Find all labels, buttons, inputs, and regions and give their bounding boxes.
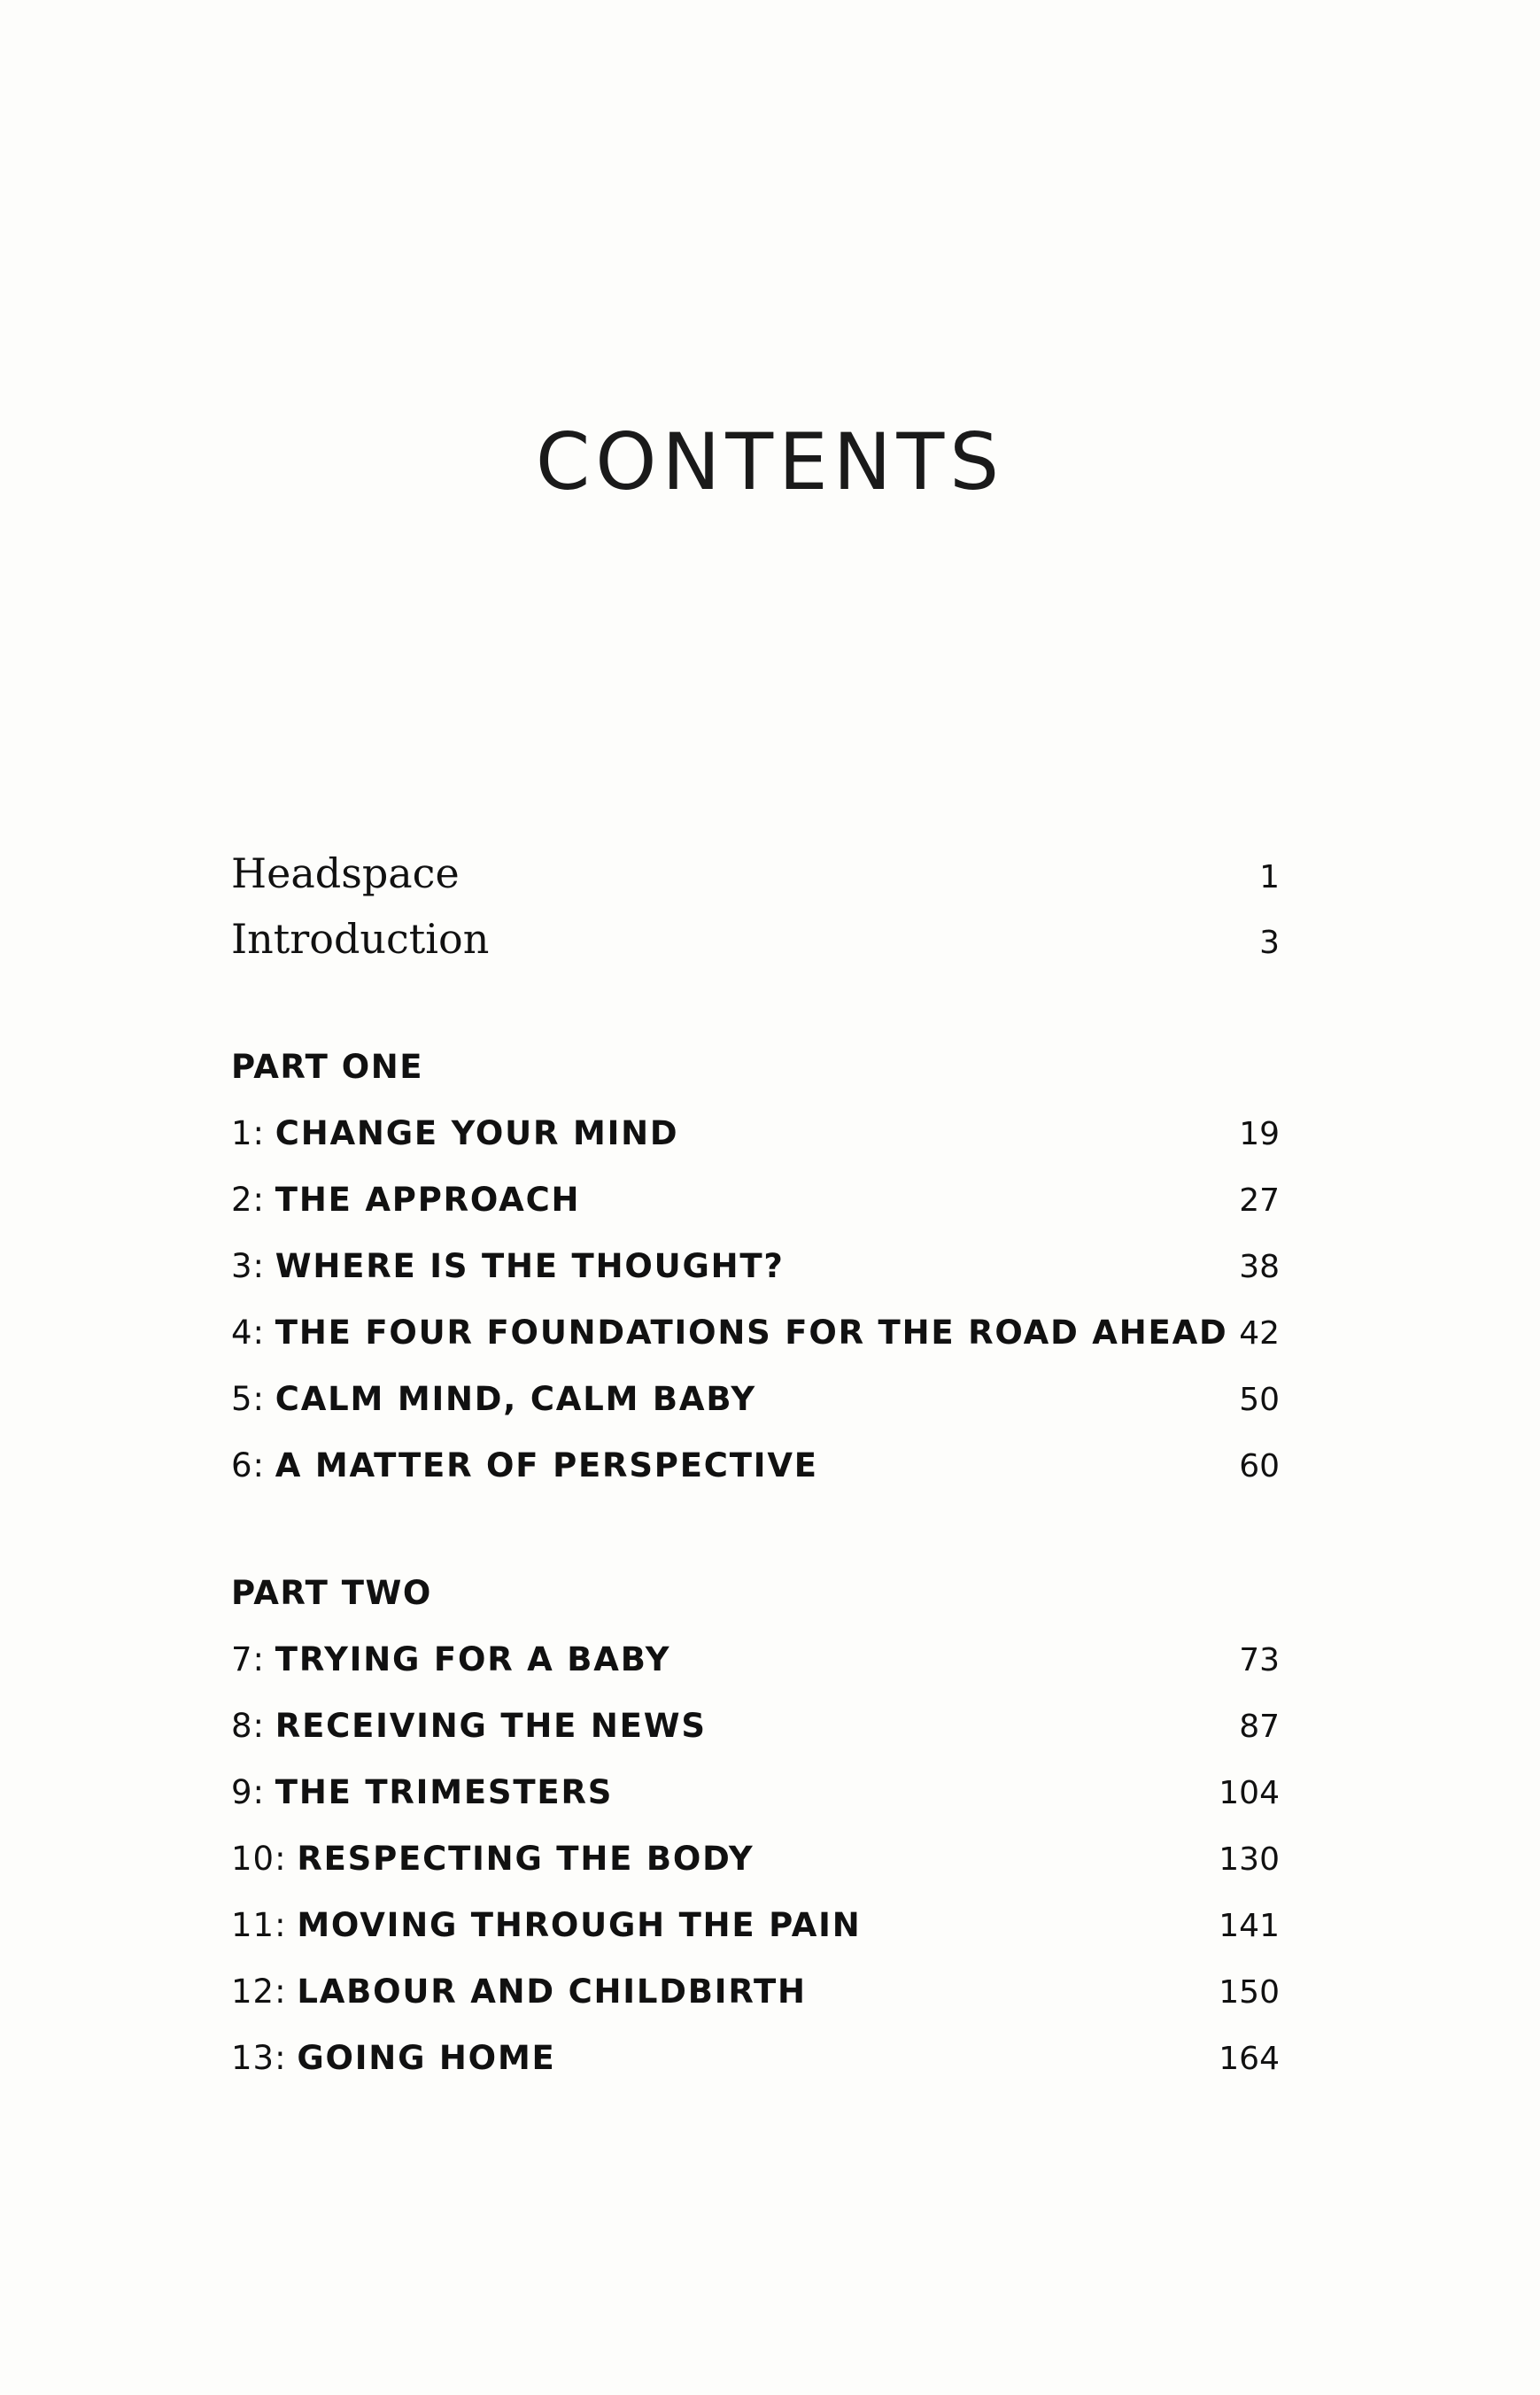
toc-entry-headspace[interactable]	[231, 847, 1280, 900]
entry-page-number: 130	[1219, 1841, 1280, 1878]
toc-entry-chapter-7[interactable]	[231, 1638, 1280, 1682]
entry-page-number: 42	[1239, 1315, 1280, 1352]
chapter-number: 9:	[231, 1773, 266, 1811]
toc-entry-chapter-12[interactable]	[231, 1970, 1280, 2014]
chapter-title: RECEIVING THE NEWS	[275, 1707, 707, 1745]
toc-entry-chapter-8[interactable]	[231, 1704, 1280, 1748]
chapter-number: 6:	[231, 1446, 266, 1484]
chapter-number: 1:	[231, 1114, 266, 1152]
toc-entry-chapter-10[interactable]	[231, 1837, 1280, 1881]
toc-entry-chapter-13[interactable]	[231, 2036, 1280, 2081]
chapter-number: 3:	[231, 1247, 266, 1285]
chapter-number: 13:	[231, 2039, 287, 2077]
part-heading-two: PART TWO	[231, 1574, 432, 1612]
toc-entry-chapter-3[interactable]	[231, 1244, 1280, 1289]
entry-page-number: 60	[1239, 1448, 1280, 1484]
chapter-number: 10:	[231, 1840, 287, 1878]
toc-entry-chapter-1[interactable]	[231, 1112, 1280, 1156]
entry-page-number: 19	[1239, 1116, 1280, 1152]
chapter-title: A MATTER OF PERSPECTIVE	[275, 1446, 818, 1484]
entry-page-number: 50	[1239, 1382, 1280, 1418]
entry-title: Headspace	[231, 849, 460, 897]
entry-page-number: 104	[1219, 1775, 1280, 1811]
chapter-number: 11:	[231, 1906, 287, 1944]
entry-page-number: 38	[1239, 1249, 1280, 1285]
chapter-number: 7:	[231, 1640, 266, 1678]
toc-entry-chapter-6[interactable]	[231, 1444, 1280, 1488]
chapter-number: 12:	[231, 1973, 287, 2011]
chapter-number: 5:	[231, 1380, 266, 1418]
entry-page-number: 150	[1219, 1974, 1280, 2011]
entry-title: Introduction	[231, 915, 490, 963]
toc-entry-chapter-9[interactable]	[231, 1771, 1280, 1815]
chapter-title: MOVING THROUGH THE PAIN	[297, 1906, 862, 1944]
entry-page-number: 73	[1239, 1642, 1280, 1678]
chapter-number: 2:	[231, 1181, 266, 1219]
chapter-title: GOING HOME	[297, 2039, 556, 2077]
entry-page-number: 164	[1219, 2041, 1280, 2077]
chapter-title: CALM MIND, CALM BABY	[275, 1380, 756, 1418]
chapter-title: THE FOUR FOUNDATIONS FOR THE ROAD AHEAD	[275, 1314, 1228, 1352]
chapter-number: 8:	[231, 1707, 266, 1745]
part-heading-one: PART ONE	[231, 1048, 423, 1086]
entry-page-number: 1	[1259, 859, 1280, 895]
entry-page-number: 3	[1259, 925, 1280, 961]
entry-page-number: 27	[1239, 1182, 1280, 1219]
toc-entry-introduction[interactable]	[231, 912, 1280, 965]
chapter-title: THE APPROACH	[275, 1181, 581, 1219]
toc-entry-chapter-11[interactable]	[231, 1903, 1280, 1948]
toc-entry-chapter-4[interactable]	[231, 1311, 1280, 1355]
chapter-title: CHANGE YOUR MIND	[275, 1114, 679, 1152]
toc-entry-chapter-2[interactable]	[231, 1178, 1280, 1222]
page-title: CONTENTS	[535, 416, 1005, 508]
chapter-title: TRYING FOR A BABY	[275, 1640, 671, 1678]
chapter-title: WHERE IS THE THOUGHT?	[275, 1247, 785, 1285]
entry-page-number: 141	[1219, 1908, 1280, 1944]
entry-page-number: 87	[1239, 1709, 1280, 1745]
chapter-number: 4:	[231, 1314, 266, 1352]
toc-entry-chapter-5[interactable]	[231, 1377, 1280, 1422]
chapter-title: THE TRIMESTERS	[275, 1773, 614, 1811]
chapter-title: RESPECTING THE BODY	[297, 1840, 755, 1878]
chapter-title: LABOUR AND CHILDBIRTH	[297, 1973, 807, 2011]
